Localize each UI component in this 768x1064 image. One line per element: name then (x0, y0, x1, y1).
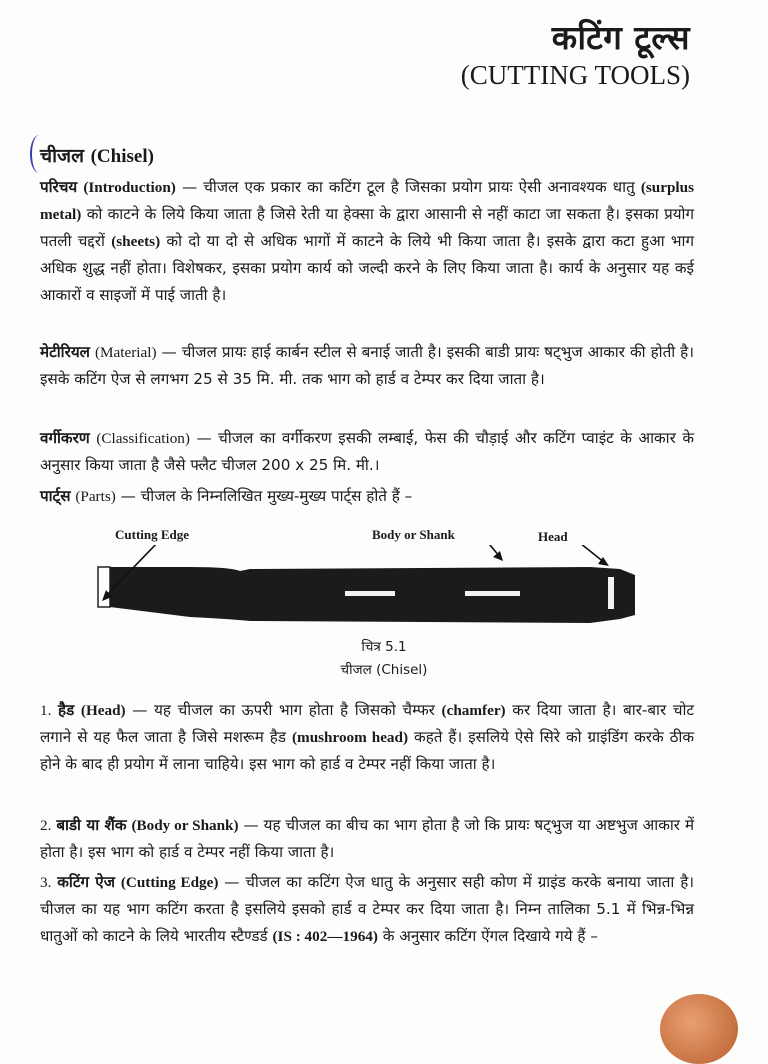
parts-paragraph (40, 483, 694, 510)
intro-term-surplus-metal: (surplus metal) (40, 179, 695, 223)
figure-caption-number: चित्र 5.1 (361, 639, 407, 655)
classification-label-hindi: वर्गीकरण (40, 429, 90, 447)
classification-label-english: (Classification) (96, 430, 190, 447)
parts-label-english: (Parts) (75, 488, 116, 505)
figure-label-head: Head (538, 529, 568, 544)
item-head-number: 1. (40, 702, 52, 719)
material-label-english: (Material) (94, 344, 157, 361)
intro-text-1: — चीजल एक प्रकार का कटिंग टूल है जिसका प्रयोग प्रायः ऐसी अनावश्यक धातु (181, 178, 635, 196)
chisel-edge-outline (98, 567, 110, 607)
material-label-hindi: मेटीरियल (40, 343, 90, 361)
classification-text: — चीजल का वर्गीकरण इसकी लम्बाई, फेस की चौड़ाई और कटिंग प्वाइंट के आकार के अनुसार किया जाता है जैसे फ्लैट चीजल 200 x 25 मि. मी.। (40, 429, 694, 474)
page-title-hindi: कटिंग टूल्स (551, 18, 690, 57)
item-edge-term-is: (IS : 402—1964) (272, 928, 378, 945)
item-edge-number: 3. (40, 874, 52, 891)
item-head-term-chamfer: (chamfer) (441, 702, 506, 719)
item-body-label-hindi: बाडी या शैंक (56, 816, 127, 834)
parts-label-hindi: पार्ट्स (40, 487, 71, 505)
intro-paragraph (40, 174, 694, 309)
intro-label-english: (Introduction) (83, 179, 176, 196)
intro-text-2: को काटने के लिये किया जाता है जिसे रेती या हेक्सा के द्वारा आसानी से नहीं काटा जा सकता है। इसका प्रयोग पतली चद्दरों (40, 205, 695, 250)
material-paragraph (40, 339, 694, 393)
corner-thumb-blob (660, 994, 738, 1064)
figure-caption: चीजल (Chisel) (340, 662, 428, 678)
intro-term-sheets: (sheets) (111, 233, 161, 250)
chisel-highlight-2 (465, 591, 520, 596)
item-body-label-english: (Body or Shank) (131, 817, 239, 834)
item-body-number: 2. (40, 817, 52, 834)
section-heading (40, 142, 154, 168)
item-edge-text-2: के अनुसार कटिंग ऐंगल दिखाये गये हैं – (382, 927, 598, 945)
item-head-text-2: कर दिया जाता है। बार-बार चोट लगाने से यह फैल जाता है जिसे मशरूम हैड (40, 701, 695, 746)
intro-label-hindi: परिचय (40, 178, 78, 196)
classification-paragraph (40, 425, 694, 479)
item-head-label-hindi: हैड (58, 701, 75, 719)
intro-text-3: को दो या दो से अधिक भागों में काटने के लिये भी किया जाता है। इसके द्वारा कटा हुआ भाग अधिक शुद्ध नहीं होता। विशेषकर, इसका प्रयोग कार्य को जल्दी करने के लिए किया जाता है। कार्य के अनुसार यह कई आकारों व साइजों में पाई जाती है। (40, 232, 695, 304)
item-head-text-3: कहते हैं। इसलिये ऐसे सिरे को ग्राइंडिंग करके ठीक होने के बाद ही प्रयोग में लाना चाहिये। इस भाग को हार्ड व टेम्पर नहीं किया जाता है। (40, 728, 695, 773)
chisel-highlight-head (608, 577, 614, 609)
item-head-text-1: — यह चीजल का ऊपरी भाग होता है जिसको चैम्फर (132, 701, 435, 719)
section-heading-english: (Chisel) (90, 146, 154, 167)
item-head-label-english: (Head) (80, 702, 126, 719)
item-edge-text-1: — चीजल का कटिंग ऐज धातु के अनुसार सही कोण में ग्राइंड करके बनाया जाता है। चीजल का यह भाग कटिंग करता है इसलिये इसको हार्ड व टेम्पर कर दिया जाता है। निम्न तालिका 5.1 में भिन्न-भिन्न धातुओं को काटने के लिये भारतीय स्टैण्डर्ड (40, 873, 695, 945)
page-title-english: (CUTTING TOOLS) (460, 60, 690, 90)
item-head-term-mushroom: (mushroom head) (291, 729, 409, 746)
section-heading-hindi: चीजल (40, 145, 84, 167)
parts-text: — चीजल के निम्नलिखित मुख्य-मुख्य पार्ट्स होते हैं – (120, 487, 413, 505)
chisel-diagram (90, 545, 650, 635)
material-text: — चीजल प्रायः हाई कार्बन स्टील से बनाई जाती है। इसकी बाडी प्रायः षट्भुज आकार की होती है। इसके कटिंग ऐज से लगभग 25 से 35 मि. मी. तक भाग को हार्ड व टेम्पर कर दिया जाता है। (40, 343, 695, 388)
item-edge-label-hindi: कटिंग ऐज (57, 873, 115, 891)
item-edge-label-english: (Cutting Edge) (120, 874, 219, 891)
item-body-text: — यह चीजल का बीच का भाग होता है जो कि प्रायः षट्भुज या अष्टभुज आकार में होता है। इस भाग को हार्ड व टेम्पर नहीं किया जाता है। (40, 816, 695, 861)
item-edge-paragraph (40, 869, 694, 950)
chisel-highlight-1 (345, 591, 395, 596)
figure-label-body-shank: Body or Shank (372, 527, 455, 542)
item-body-paragraph (40, 812, 694, 866)
arrowhead-body (493, 551, 503, 561)
figure-label-cutting-edge: Cutting Edge (115, 527, 190, 542)
item-head-paragraph (40, 697, 694, 778)
